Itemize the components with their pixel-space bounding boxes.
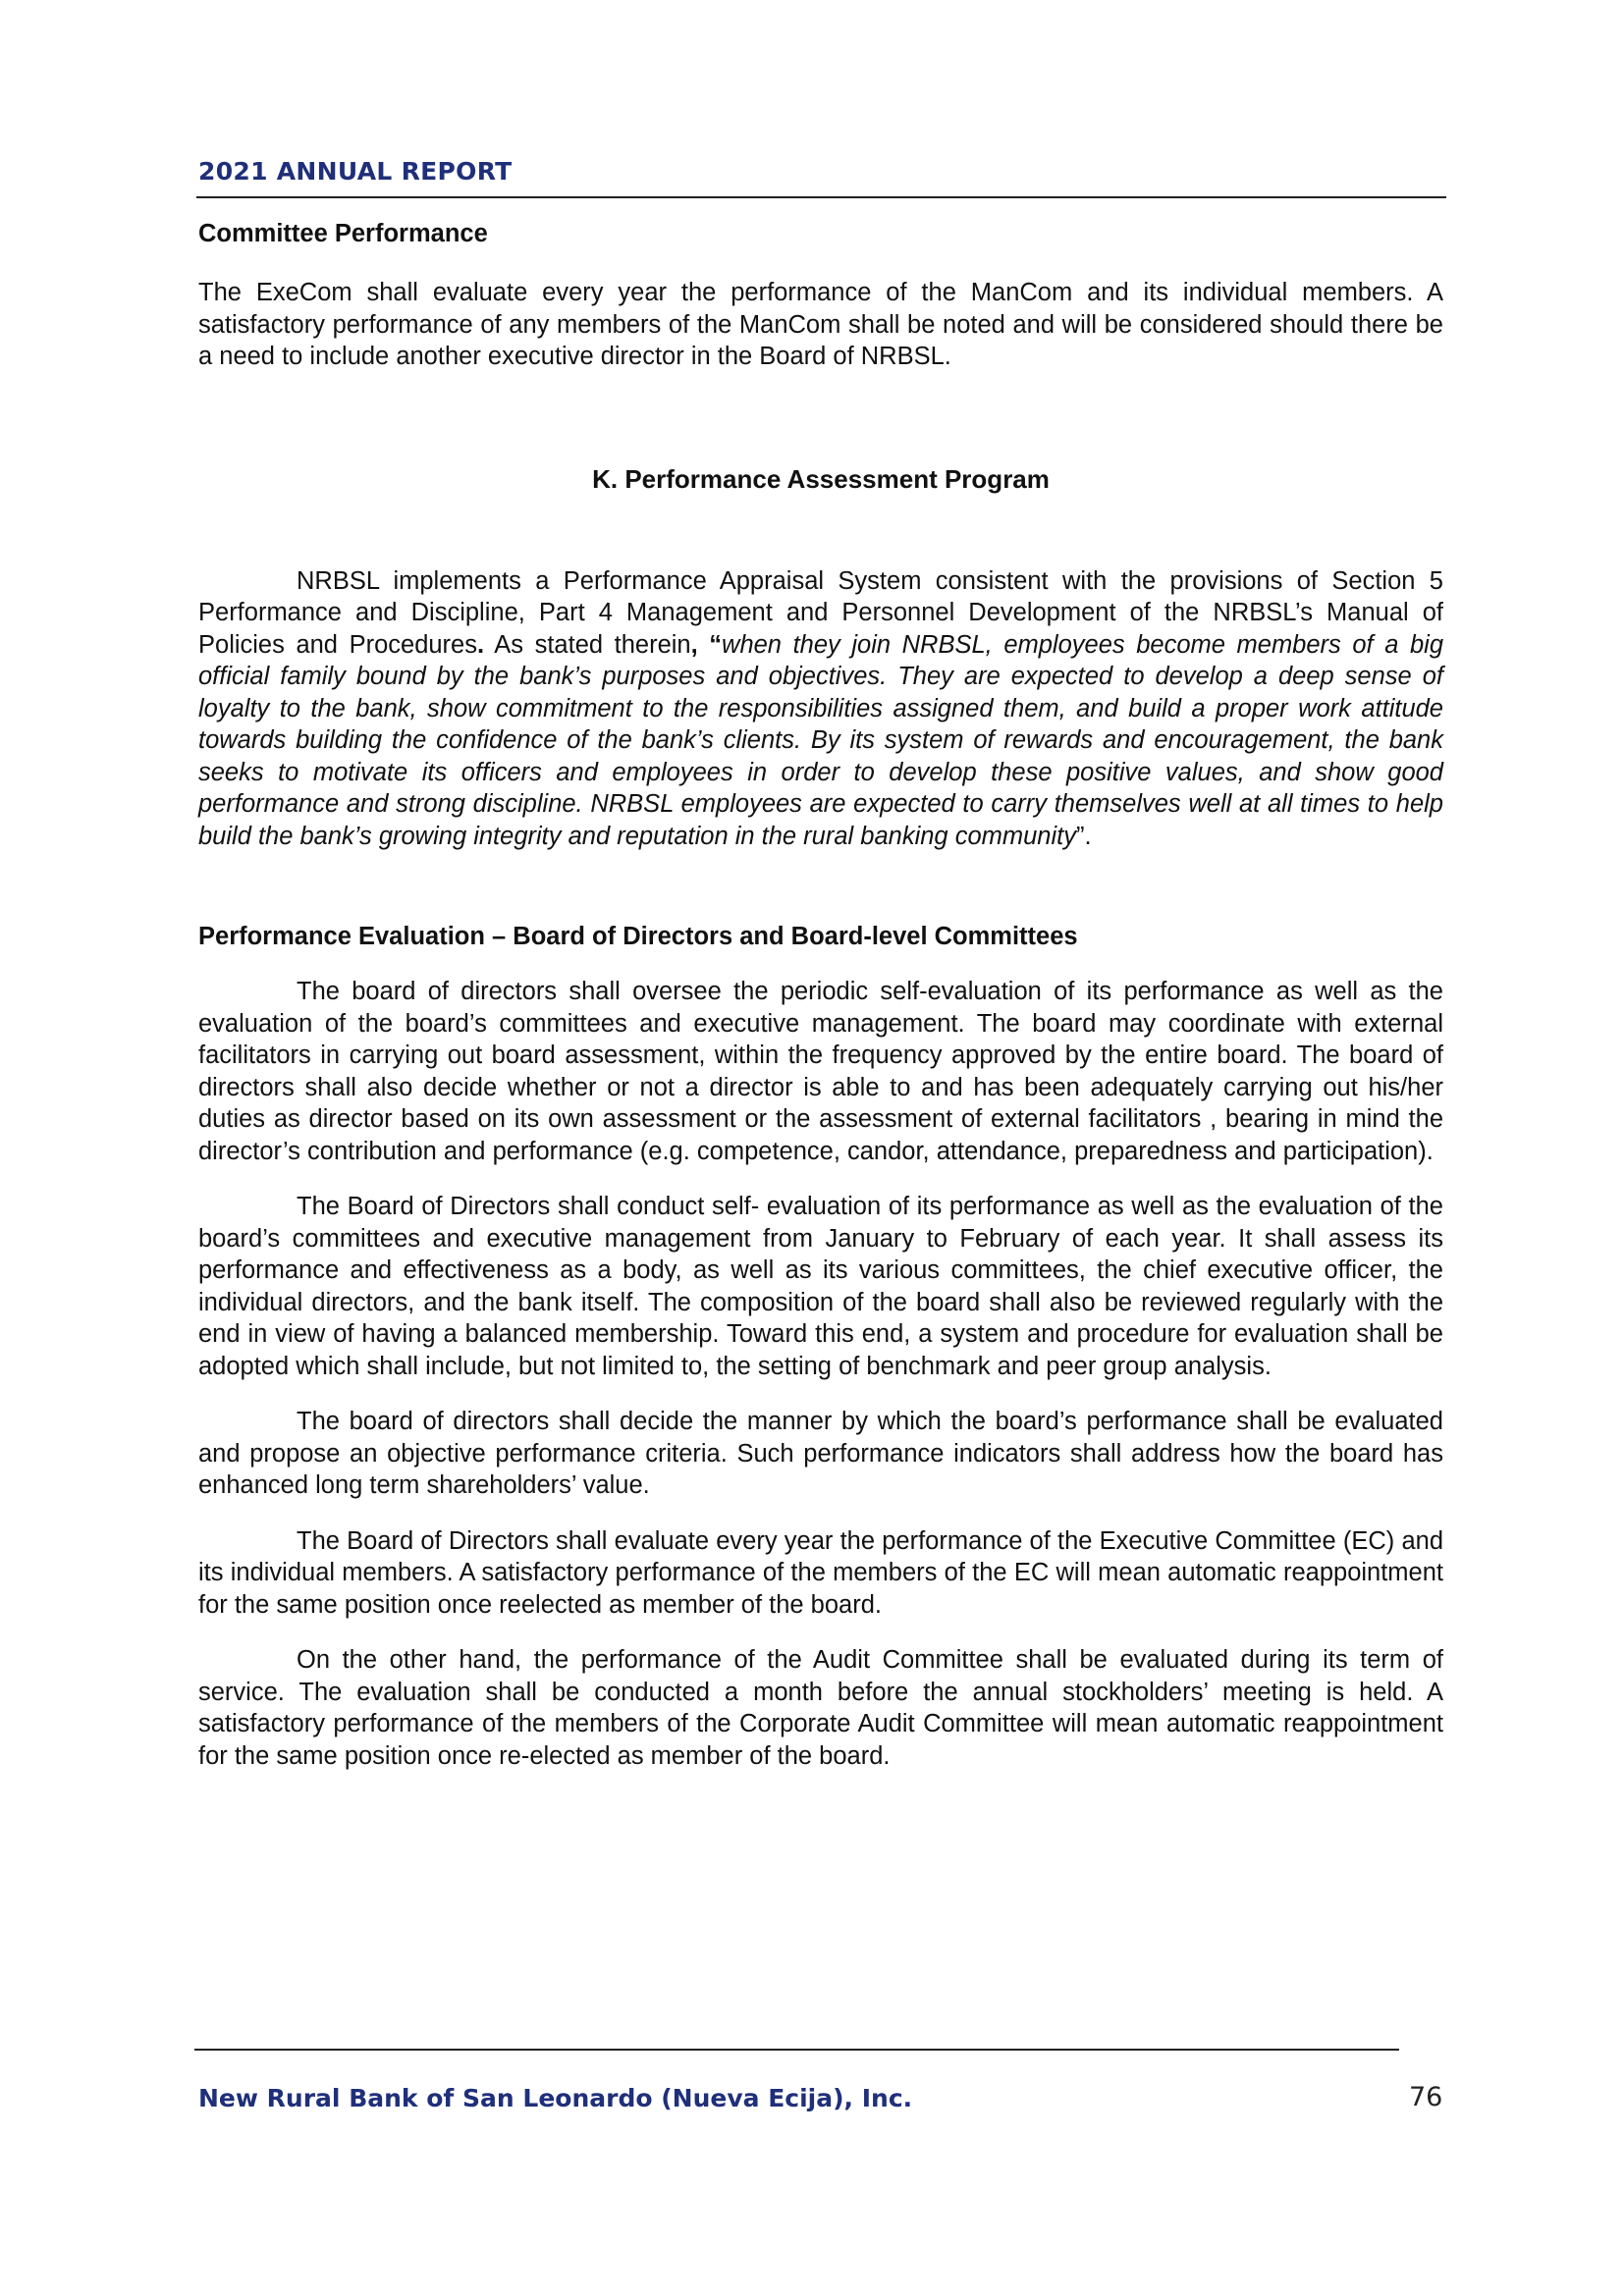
evaluation-paragraph: The board of directors shall decide the manner by which the board’s performance shall be evaluated and propose an objective performance criteria. Such performance indicators shall address how the board has enhanced long term shareholders’ value.: [198, 1408, 1443, 1499]
assessment-bold-quote-open: , “: [690, 630, 723, 659]
evaluation-paragraph: On the other hand, the performance of the Audit Committee shall be evaluated during its term of service. The evaluation shall be conducted a month before the annual stockholders’ meeting is held. A satisfactory performance of the members of the Corporate Audit Committee will mean automatic reappointment for the same position once re-elected as member of the board.: [198, 1646, 1443, 1770]
page-number: 76: [1409, 2082, 1443, 2112]
page-body: [198, 218, 1443, 1772]
assessment-bold-period: .: [476, 630, 485, 659]
performance-evaluation-heading: Performance Evaluation – Board of Directors and Board-level Committees: [198, 923, 1078, 950]
committee-performance-paragraph: The ExeCom shall evaluate every year the performance of the ManCom and its individual members. A satisfactory performance of any members of the ManCom shall be noted and will be considered should there be a need to include another executive director in the Board of NRBSL.: [198, 279, 1443, 370]
assessment-quote-close: ”.: [1075, 822, 1092, 850]
header-divider: [196, 196, 1446, 198]
evaluation-paragraph: The board of directors shall oversee the periodic self-evaluation of its performance as well as the evaluation of the board’s committees and executive management. The board may coordinate with external facilitators in carrying out board assessment, within the frequency approved by the entire board. The board of directors shall also decide whether or not a director is able to and has been adequately carrying out his/her duties as director based on its own assessment or the assessment of external facilitators , bearing in mind the director’s contribution and performance (e.g. competence, candor, attendance, preparedness and participation).: [198, 978, 1443, 1165]
footer-divider: [194, 2049, 1399, 2051]
evaluation-paragraph: The Board of Directors shall evaluate every year the performance of the Executive Committee (EC) and its individual members. A satisfactory performance of the members of the EC will mean automatic reappointment for the same position once reelected as member of the board.: [198, 1526, 1443, 1619]
evaluation-paragraph: The Board of Directors shall conduct self- evaluation of its performance as well as the evaluation of the board’s committees and executive management from January to February of each year. It shall assess its performance and effectiveness as a body, as well as its various committees, the chief executive officer, the individual directors, and the bank itself. The composition of the board shall also be reviewed regularly with the end in view of having a balanced membership. Toward this end, a system and procedure for evaluation shall be adopted which shall include, but not limited to, the setting of benchmark and peer group analysis.: [198, 1193, 1443, 1380]
performance-assessment-paragraph: [198, 565, 1443, 853]
committee-performance-heading: Committee Performance: [198, 220, 488, 247]
assessment-intro-text: NRBSL implements a Performance Appraisal System consistent with the provisions of Section 5 Performance and Discipline, Part 4 Management and Personnel Development of the NRBSL’s Manual of Policies and Procedures: [198, 566, 1443, 659]
assessment-mid-text: As stated therein: [484, 630, 691, 659]
footer-bank-name: New Rural Bank of San Leonardo (Nueva Ecija), Inc.: [198, 2084, 913, 2112]
assessment-quoted-text: when they join NRBSL, employees become members of a big official family bound by the bank’s purposes and objectives. They are expected to develop a deep sense of loyalty to the bank, show commitment to the responsibilities assigned them, and build a proper work attitude towards building the confidence of the bank’s clients. By its system of rewards and encouragement, the bank seeks to motivate its officers and employees in order to develop these positive values, and show good performance and strong discipline. NRBSL employees are expected to carry themselves well at all times to help build the bank’s growing integrity and reputation in the rural banking community: [198, 630, 1444, 850]
report-header-title: 2021 ANNUAL REPORT: [198, 157, 513, 186]
performance-assessment-heading: K. Performance Assessment Program: [592, 463, 1050, 494]
